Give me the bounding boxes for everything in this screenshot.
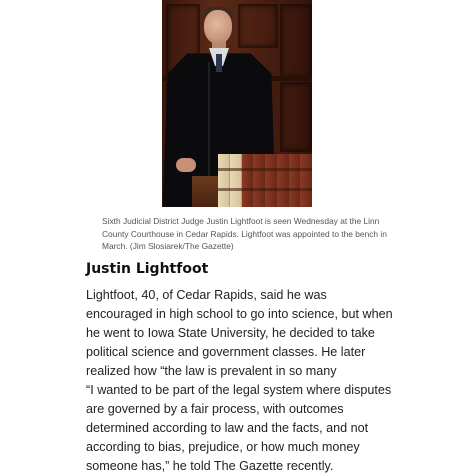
book	[253, 154, 265, 207]
book	[218, 154, 230, 207]
book-spine-band	[218, 188, 312, 191]
section-heading: Justin Lightfoot	[86, 261, 209, 277]
face	[204, 10, 232, 44]
article-paragraph: Lightfoot, 40, of Cedar Rapids, said he was encouraged in high school to go into science, but when he went to Iowa State University, he decided to take political science and government classes. He later realized how “the law is prevalent in so many	[86, 288, 393, 378]
book	[265, 154, 277, 207]
necktie	[216, 54, 222, 72]
book	[289, 154, 301, 207]
book-spine-band	[218, 168, 312, 171]
wood-panel	[238, 4, 278, 48]
judge-photo	[162, 0, 312, 207]
book	[242, 154, 254, 207]
law-books	[218, 154, 312, 207]
book	[230, 154, 242, 207]
photo-caption: Sixth Judicial District Judge Justin Lightfoot is seen Wednesday at the Linn County Courthouse in Cedar Rapids. Lightfoot was appointed to the bench in March. (Jim Slosiarek/The Gazette)	[102, 216, 387, 252]
book	[277, 154, 289, 207]
hand	[176, 158, 196, 172]
wood-panel	[280, 82, 312, 152]
wood-panel	[280, 4, 312, 78]
book	[300, 154, 312, 207]
article-paragraph: “I wanted to be part of the legal system where disputes are governed by a fair process, with outcomes determined according to law and the facts, and not according to bias, prejudice, or how much money someone has,” he told The Gazette recently.	[86, 383, 392, 473]
